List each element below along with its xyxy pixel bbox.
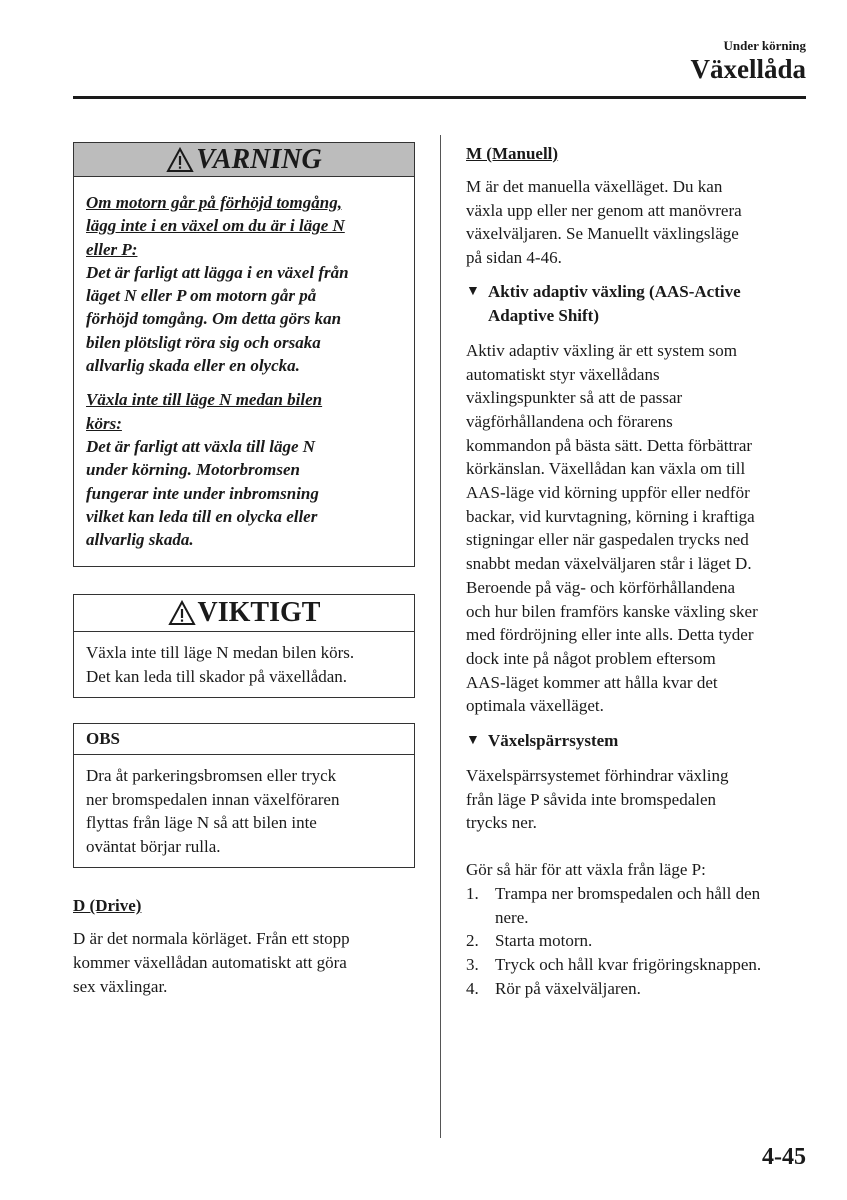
section-marker-icon: ▼ bbox=[466, 733, 480, 749]
manual-line: växla upp eller ner genom att manövrera bbox=[466, 200, 742, 220]
note-line: oväntat börjar rulla. bbox=[86, 836, 221, 856]
step-number: 1. bbox=[466, 883, 479, 903]
aas-line: kommandon på bästa sätt. Detta förbättrar bbox=[466, 435, 753, 455]
warning-text-line: under körning. Motorbromsen bbox=[86, 460, 300, 480]
warning-heading-line: Växla inte till läge N medan bilen bbox=[86, 390, 323, 410]
aas-line: vägförhållandena och förarens bbox=[466, 411, 673, 431]
aas-line: stigningar eller när gaspedalen trycks ned bbox=[466, 530, 749, 550]
warning-block bbox=[86, 388, 402, 551]
step-line: nere. bbox=[495, 907, 529, 927]
page-title: Växellåda bbox=[690, 54, 806, 84]
warning-body bbox=[74, 177, 414, 566]
aas-line: växlingspunkter så att de passar bbox=[466, 388, 683, 408]
step-number: 3. bbox=[466, 954, 479, 974]
important-box bbox=[73, 594, 415, 698]
important-line: Det kan leda till skador på växellådan. bbox=[86, 666, 348, 686]
page-number: 4-45 bbox=[762, 1144, 806, 1170]
aas-line: optimala växelläget. bbox=[466, 696, 604, 716]
warning-text-line: vilket kan leda till en olycka eller bbox=[86, 506, 318, 526]
section-label: Under körning bbox=[723, 38, 806, 53]
step-number: 2. bbox=[466, 931, 479, 951]
drive-text bbox=[73, 927, 415, 998]
right-column bbox=[466, 142, 811, 1000]
note-label: OBS bbox=[86, 729, 121, 749]
aas-line: Beroende på väg- och körförhållandena bbox=[466, 577, 736, 597]
warning-text-line: allvarlig skada. bbox=[86, 530, 194, 550]
aas-heading-line: Adaptive Shift) bbox=[488, 305, 599, 325]
shiftlock-text bbox=[466, 764, 811, 835]
aas-line: automatiskt styr växellådans bbox=[466, 364, 660, 384]
aas-section bbox=[466, 280, 811, 718]
list-item bbox=[466, 882, 811, 929]
shiftlock-line: trycks ner. bbox=[466, 813, 537, 833]
note-body bbox=[74, 755, 414, 867]
shiftlock-intro: Gör så här för att växla från läge P: bbox=[466, 860, 706, 880]
list-item bbox=[466, 953, 811, 977]
warning-heading-line: körs: bbox=[86, 413, 122, 433]
drive-line: sex växlingar. bbox=[73, 976, 168, 996]
warning-triangle-icon bbox=[166, 147, 194, 173]
note-line: ner bromspedalen innan växelföraren bbox=[86, 789, 340, 809]
warning-header bbox=[74, 143, 414, 177]
drive-line: D är det normala körläget. Från ett stopp bbox=[73, 929, 350, 949]
note-line: flyttas från läge N så att bilen inte bbox=[86, 813, 317, 833]
warning-heading-line: Om motorn går på förhöjd tomgång, bbox=[86, 193, 342, 212]
manual-line: M är det manuella växelläget. Du kan bbox=[466, 177, 723, 196]
aas-heading bbox=[466, 280, 811, 328]
aas-line: AAS-läge vid körning uppför eller nedför bbox=[466, 483, 750, 503]
warning-text-line: förhöjd tomgång. Om detta görs kan bbox=[86, 309, 342, 329]
warning-text-line: bilen plötsligt röra sig och orsaka bbox=[86, 332, 321, 352]
aas-line: backar, vid kurvtagning, körning i kraftiga bbox=[466, 506, 755, 526]
warning-label: VARNING bbox=[196, 143, 322, 175]
aas-heading-line: Aktiv adaptiv växling (AAS-Active bbox=[488, 281, 741, 301]
aas-line: AAS-läget kommer att hålla kvar det bbox=[466, 672, 718, 692]
left-column bbox=[73, 142, 415, 999]
manual-text bbox=[466, 175, 811, 270]
important-header bbox=[74, 595, 414, 632]
column-divider bbox=[440, 135, 441, 1138]
aas-line: körkänslan. Växellådan kan växla om till bbox=[466, 459, 746, 479]
caution-triangle-icon bbox=[168, 600, 196, 626]
shiftlock-section bbox=[466, 729, 811, 1000]
aas-heading-text bbox=[488, 280, 741, 328]
aas-line: snabbt medan växelväljaren står i läget D. bbox=[466, 554, 752, 574]
step-line: Starta motorn. bbox=[495, 931, 593, 951]
important-line: Växla inte till läge N medan bilen körs. bbox=[86, 643, 355, 663]
drive-line: kommer växellådan automatiskt att göra bbox=[73, 953, 347, 973]
note-box bbox=[73, 723, 415, 868]
note-line: Dra åt parkeringsbromsen eller tryck bbox=[86, 766, 337, 786]
manual-heading: M (Manuell) bbox=[466, 144, 559, 163]
aas-line: och hur bilen framförs kanske växling sker bbox=[466, 601, 758, 621]
shiftlock-heading bbox=[466, 729, 811, 753]
note-header bbox=[74, 724, 414, 755]
step-text bbox=[495, 882, 760, 929]
manual-section bbox=[466, 142, 811, 270]
important-label: VIKTIGT bbox=[197, 597, 321, 629]
drive-section bbox=[73, 894, 415, 998]
warning-text-line: Det är farligt att växla till läge N bbox=[86, 436, 316, 456]
aas-line: dock inte på något problem eftersom bbox=[466, 648, 716, 668]
aas-text bbox=[466, 339, 811, 718]
warning-block bbox=[86, 191, 402, 377]
warning-box bbox=[73, 142, 415, 567]
manual-line: på sidan 4-46. bbox=[466, 248, 562, 268]
section-marker-icon: ▼ bbox=[466, 283, 480, 299]
aas-line: Aktiv adaptiv växling är ett system som bbox=[466, 340, 738, 360]
shiftlock-steps bbox=[466, 882, 811, 1001]
manual-line: växelväljaren. Se Manuellt växlingsläge bbox=[466, 224, 739, 244]
list-item bbox=[466, 977, 811, 1001]
step-line: Rör på växelväljaren. bbox=[495, 978, 641, 998]
warning-text-line: allvarlig skada eller en olycka. bbox=[86, 356, 300, 376]
shiftlock-line: Växelspärrsystemet förhindrar växling bbox=[466, 766, 729, 786]
step-number: 4. bbox=[466, 978, 479, 998]
drive-heading: D (Drive) bbox=[73, 896, 142, 916]
warning-heading-line: lägg inte i en växel om du är i läge N bbox=[86, 216, 345, 236]
step-line: Trampa ner bromspedalen och håll den bbox=[495, 883, 761, 903]
header-rule bbox=[73, 96, 806, 99]
list-item bbox=[466, 929, 811, 953]
shiftlock-heading-text: Växelspärrsystem bbox=[488, 731, 619, 751]
step-line: Tryck och håll kvar frigöringsknappen. bbox=[495, 954, 762, 974]
warning-heading-line: eller P: bbox=[86, 239, 138, 259]
important-body bbox=[74, 632, 414, 697]
warning-text-line: Det är farligt att lägga i en växel från bbox=[86, 262, 349, 282]
shiftlock-line: från läge P såvida inte bromspedalen bbox=[466, 789, 717, 809]
warning-text-line: läget N eller P om motorn går på bbox=[86, 286, 317, 306]
aas-line: med fördröjning eller inte alls. Detta tyder bbox=[466, 625, 754, 645]
warning-text-line: fungerar inte under inbromsning bbox=[86, 483, 319, 503]
